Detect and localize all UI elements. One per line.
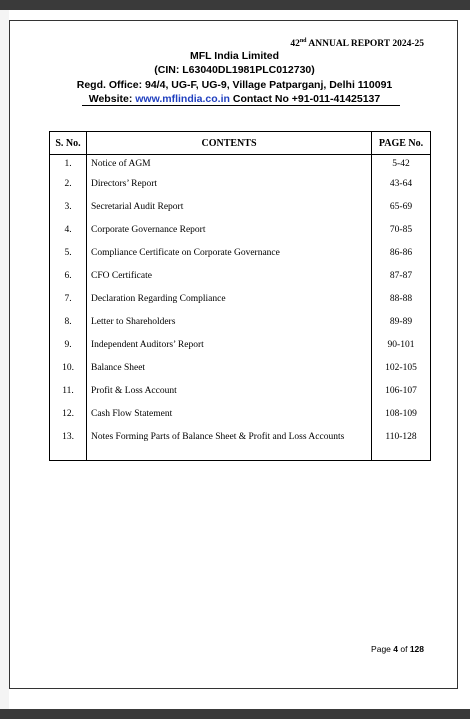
- row-pages: 88-88: [372, 287, 431, 310]
- table-header-row: [50, 132, 431, 155]
- row-pages: 90-101: [372, 333, 431, 356]
- spacer-cell: [87, 448, 372, 461]
- row-title: Cash Flow Statement: [87, 402, 372, 425]
- row-title: Notice of AGM: [87, 155, 372, 173]
- row-sno: 10.: [50, 356, 87, 379]
- table-row: [50, 379, 431, 402]
- table-row: [50, 310, 431, 333]
- row-pages: 106-107: [372, 379, 431, 402]
- row-sno: 2.: [50, 172, 87, 195]
- company-cin: (CIN: L63040DL1981PLC012730): [154, 64, 315, 76]
- row-title: Profit & Loss Account: [87, 379, 372, 402]
- company-name: MFL India Limited: [189, 50, 280, 62]
- row-sno: 4.: [50, 218, 87, 241]
- row-title: Independent Auditors’ Report: [87, 333, 372, 356]
- report-ordinal: 42: [290, 39, 300, 50]
- table-bottom-spacer: [50, 448, 431, 461]
- row-sno: 11.: [50, 379, 87, 402]
- row-title: Directors’ Report: [87, 172, 372, 195]
- page-number: [371, 644, 424, 654]
- column-header-contents: CONTENTS: [87, 132, 372, 155]
- row-pages: 70-85: [372, 218, 431, 241]
- viewer-bottom-bar: [0, 709, 470, 719]
- row-sno: 3.: [50, 195, 87, 218]
- spacer-cell: [372, 448, 431, 461]
- page-current: 4: [393, 644, 398, 654]
- table-row: [50, 195, 431, 218]
- contact-number: Contact No +91-011-41425137: [229, 93, 381, 105]
- header-divider: [82, 105, 400, 106]
- table-row: [50, 287, 431, 310]
- viewer-left-margin: [0, 10, 9, 709]
- column-header-sno: S. No.: [50, 132, 87, 155]
- contents-table: [49, 131, 431, 461]
- table-row: [50, 172, 431, 195]
- table-row: [50, 402, 431, 425]
- table-row: [50, 333, 431, 356]
- row-sno: 13.: [50, 425, 87, 448]
- row-title: Notes Forming Parts of Balance Sheet & Profit and Loss Accounts: [87, 425, 372, 448]
- row-pages: 108-109: [372, 402, 431, 425]
- row-pages: 43-64: [372, 172, 431, 195]
- row-sno: 6.: [50, 264, 87, 287]
- page-of: of: [398, 644, 410, 654]
- row-pages: 102-105: [372, 356, 431, 379]
- viewer-top-bar: [0, 0, 470, 10]
- document-page: [9, 20, 458, 689]
- row-title: Secretarial Audit Report: [87, 195, 372, 218]
- row-sno: 7.: [50, 287, 87, 310]
- row-pages: 87-87: [372, 264, 431, 287]
- row-sno: 8.: [50, 310, 87, 333]
- report-title-text: ANNUAL REPORT 2024-25: [306, 39, 424, 50]
- row-sno: 12.: [50, 402, 87, 425]
- row-pages: 65-69: [372, 195, 431, 218]
- row-title: Letter to Shareholders: [87, 310, 372, 333]
- spacer-cell: [50, 448, 87, 461]
- row-pages: 86-86: [372, 241, 431, 264]
- row-title: Declaration Regarding Compliance: [87, 287, 372, 310]
- table-row: [50, 356, 431, 379]
- table-row: [50, 218, 431, 241]
- row-title: CFO Certificate: [87, 264, 372, 287]
- row-title: Corporate Governance Report: [87, 218, 372, 241]
- column-header-page: PAGE No.: [372, 132, 431, 155]
- website-contact-line: [10, 93, 459, 105]
- registered-office: Regd. Office: 94/4, UG-F, UG-9, Village Patparganj, Delhi 110091: [76, 79, 393, 91]
- row-title: Balance Sheet: [87, 356, 372, 379]
- table-row: [50, 241, 431, 264]
- table-row: [50, 155, 431, 173]
- row-sno: 1.: [50, 155, 87, 173]
- row-pages: 5-42: [372, 155, 431, 173]
- row-sno: 5.: [50, 241, 87, 264]
- row-pages: 110-128: [372, 425, 431, 448]
- table-row: [50, 425, 431, 448]
- row-sno: 9.: [50, 333, 87, 356]
- page-prefix: Page: [371, 644, 394, 654]
- report-title: [290, 38, 424, 49]
- row-title: Compliance Certificate on Corporate Governance: [87, 241, 372, 264]
- row-pages: 89-89: [372, 310, 431, 333]
- website-label: Website:: [88, 93, 136, 105]
- report-ordinal-suffix: nd: [299, 38, 307, 44]
- website-link[interactable]: www.mflindia.co.in: [135, 93, 230, 105]
- page-total: 128: [409, 644, 424, 654]
- table-row: [50, 264, 431, 287]
